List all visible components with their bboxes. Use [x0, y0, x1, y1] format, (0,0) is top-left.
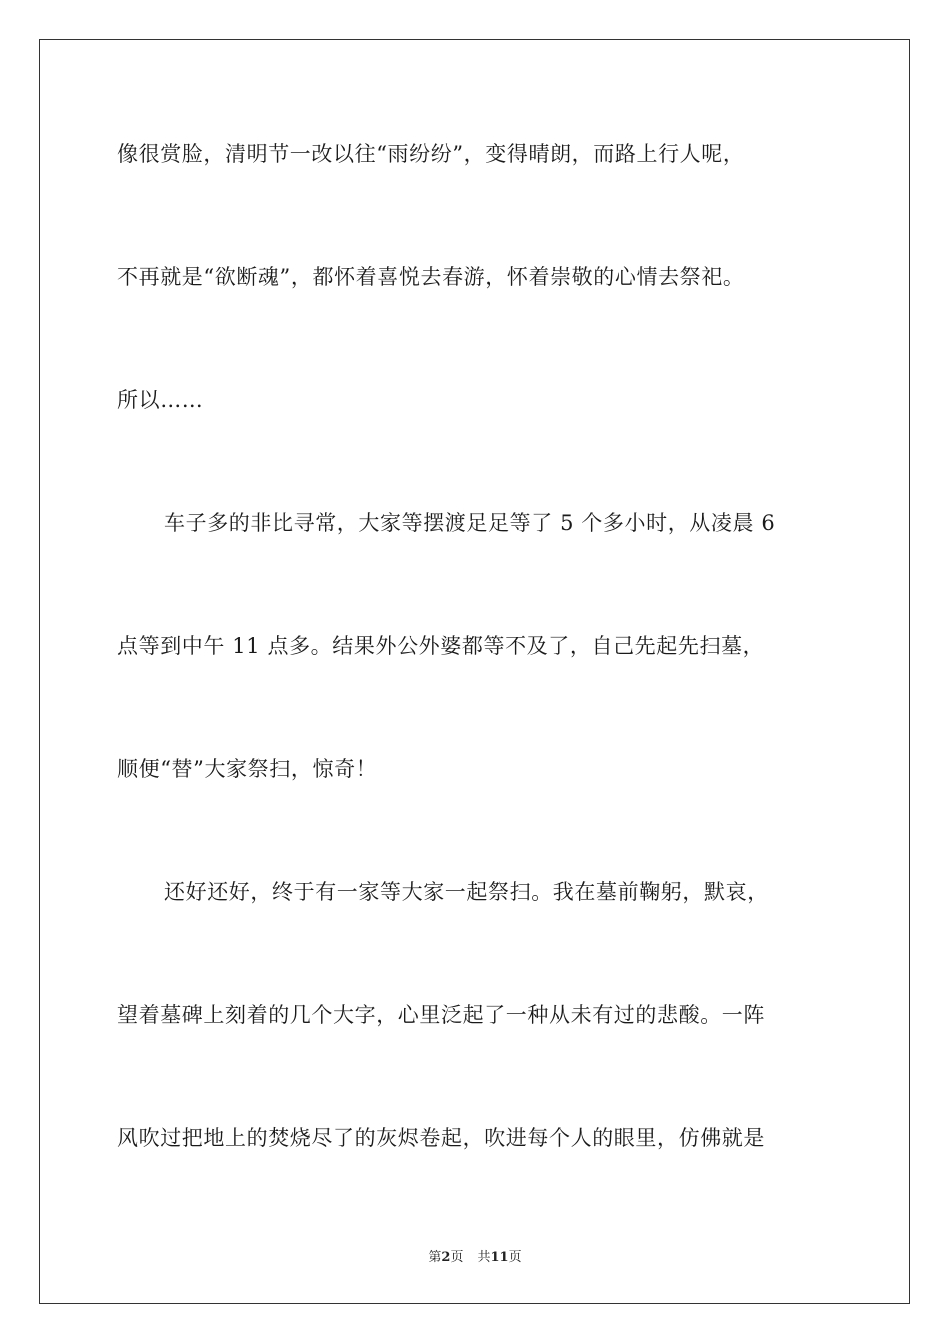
page-number-suffix: 页 [450, 1250, 464, 1265]
total-pages-prefix: 共 [477, 1250, 491, 1265]
text-line-9: 风吹过把地上的焚烧尽了的灰烬卷起，吹进每个人的眼里，仿佛就是 [117, 1126, 765, 1150]
text-line-8: 望着墓碑上刻着的几个大字，心里泛起了一种从未有过的悲酸。一阵 [117, 1003, 765, 1027]
page-number: 2 [441, 1250, 451, 1265]
page-footer [0, 1246, 950, 1265]
text-line-3: 所以…… [117, 388, 204, 412]
document-body [117, 127, 837, 1234]
total-pages: 11 [490, 1250, 509, 1265]
text-line-2: 不再就是“欲断魂”，都怀着喜悦去春游，怀着崇敬的心情去祭祀。 [117, 265, 745, 289]
text-line-5: 点等到中午 11 点多。结果外公外婆都等不及了，自己先起先扫墓， [117, 634, 765, 658]
total-pages-suffix: 页 [508, 1250, 522, 1265]
text-line-4: 车子多的非比寻常，大家等摆渡足足等了 5 个多小时，从凌晨 6 [164, 511, 776, 535]
text-line-7: 还好还好，终于有一家等大家一起祭扫。我在墓前鞠躬，默哀， [164, 880, 769, 904]
text-line-1: 像很赏脸，清明节一改以往“雨纷纷”，变得晴朗，而路上行人呢， [117, 142, 745, 166]
text-line-6: 顺便“替”大家祭扫，惊奇！ [117, 757, 378, 781]
page-number-prefix: 第 [428, 1250, 442, 1265]
